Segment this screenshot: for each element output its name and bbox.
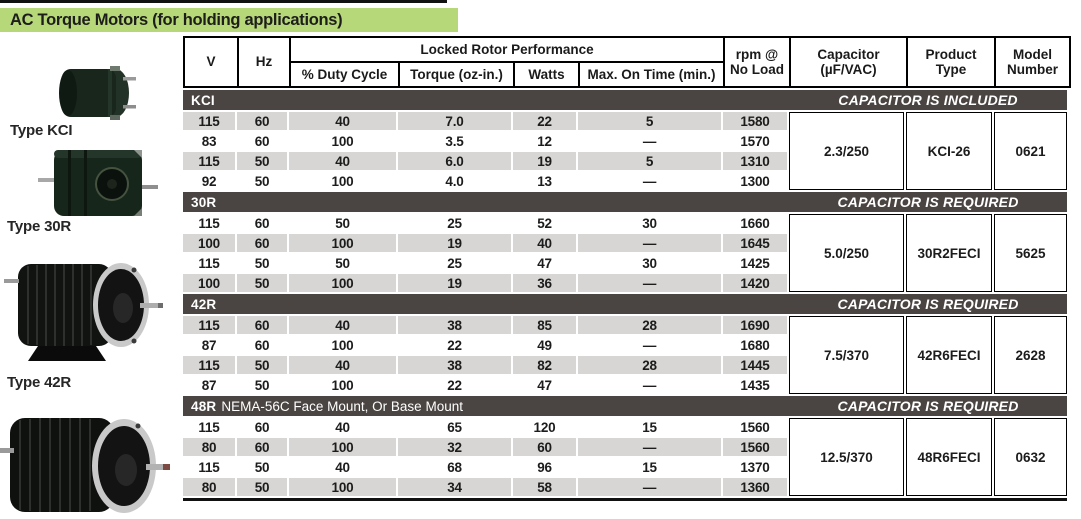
merged-product-type: 48R6FECI <box>906 418 992 496</box>
table-cell: 115 <box>183 214 235 232</box>
spec-table <box>183 36 1071 501</box>
table-cell: 28 <box>578 356 721 374</box>
table-cell: 40 <box>289 316 396 334</box>
merged-capacitor-value: 5.0/250 <box>789 214 904 292</box>
table-cell: 1645 <box>723 234 787 252</box>
table-cell: — <box>578 172 721 190</box>
table-bottom-rule <box>183 498 1067 501</box>
table-cell: — <box>578 274 721 292</box>
table-cell: 40 <box>289 458 396 476</box>
table-cell: 60 <box>237 132 287 150</box>
table-cell: 60 <box>237 438 287 456</box>
motor-image-48r <box>0 410 172 519</box>
table-cell: 19 <box>398 274 511 292</box>
motor-image-30r <box>38 144 158 227</box>
table-cell: 100 <box>289 172 396 190</box>
table-cell: 1425 <box>723 254 787 272</box>
table-cell: 1360 <box>723 478 787 496</box>
table-cell: 4.0 <box>398 172 511 190</box>
table-cell: 60 <box>237 112 287 130</box>
table-cell: 100 <box>289 132 396 150</box>
table-cell: 13 <box>513 172 576 190</box>
table-cell: 120 <box>513 418 576 436</box>
table-cell: 32 <box>398 438 511 456</box>
table-cell: 115 <box>183 316 235 334</box>
table-cell: 100 <box>289 438 396 456</box>
table-cell: 50 <box>237 458 287 476</box>
table-cell: 25 <box>398 214 511 232</box>
table-cell: 47 <box>513 376 576 394</box>
table-cell: 100 <box>289 376 396 394</box>
table-cell: 60 <box>237 418 287 436</box>
table-cell: 92 <box>183 172 235 190</box>
table-cell: 60 <box>237 214 287 232</box>
table-cell: — <box>578 438 721 456</box>
table-cell: 7.0 <box>398 112 511 130</box>
table-cell: 100 <box>289 274 396 292</box>
motor-type-label-kci: Type KCI <box>10 122 73 139</box>
table-cell: 40 <box>289 152 396 170</box>
table-cell: 115 <box>183 152 235 170</box>
table-cell: 96 <box>513 458 576 476</box>
header-rpm-no-load: rpm @ No Load <box>725 38 789 86</box>
table-cell: 80 <box>183 478 235 496</box>
table-cell: 6.0 <box>398 152 511 170</box>
section-rows <box>183 214 1067 292</box>
table-cell: 100 <box>289 234 396 252</box>
table-cell: 40 <box>513 234 576 252</box>
table-cell: 60 <box>237 316 287 334</box>
table-cell: 15 <box>578 458 721 476</box>
table-cell: 22 <box>398 376 511 394</box>
table-cell: — <box>578 376 721 394</box>
table-cell: 38 <box>398 316 511 334</box>
section-title: 30R <box>191 194 217 210</box>
header-capacitor: Capacitor (µF/VAC) <box>791 38 906 86</box>
table-cell: 50 <box>289 214 396 232</box>
table-cell: 50 <box>237 254 287 272</box>
section-title: 42R <box>191 296 217 312</box>
table-cell: 65 <box>398 418 511 436</box>
table-cell: 1660 <box>723 214 787 232</box>
table-cell: 50 <box>289 254 396 272</box>
header-volts: V <box>185 38 237 86</box>
table-cell: 1580 <box>723 112 787 130</box>
table-cell: 68 <box>398 458 511 476</box>
table-cell: 1560 <box>723 418 787 436</box>
table-cell: 5 <box>578 152 721 170</box>
table-cell: 25 <box>398 254 511 272</box>
section-rows <box>183 316 1067 394</box>
section-title: KCI <box>191 92 215 108</box>
table-cell: 1690 <box>723 316 787 334</box>
merged-model-number: 0632 <box>994 418 1067 496</box>
table-body <box>183 90 1071 496</box>
table-cell: 1300 <box>723 172 787 190</box>
table-cell: 22 <box>398 336 511 354</box>
table-cell: 1570 <box>723 132 787 150</box>
table-cell: 50 <box>237 356 287 374</box>
title-bar <box>0 8 458 32</box>
table-cell: 30 <box>578 254 721 272</box>
merged-model-number: 5625 <box>994 214 1067 292</box>
section-title: 48R <box>191 398 217 414</box>
motor-type-label-42r: Type 42R <box>7 374 71 391</box>
table-cell: 40 <box>289 418 396 436</box>
capacitor-note: CAPACITOR IS INCLUDED <box>838 92 1018 108</box>
table-cell: 60 <box>513 438 576 456</box>
merged-model-number: 2628 <box>994 316 1067 394</box>
table-cell: 52 <box>513 214 576 232</box>
table-cell: 28 <box>578 316 721 334</box>
table-header <box>183 36 1071 88</box>
header-torque: Torque (oz-in.) <box>400 63 513 86</box>
table-cell: — <box>578 478 721 496</box>
table-cell: 1420 <box>723 274 787 292</box>
table-cell: 30 <box>578 214 721 232</box>
table-cell: 36 <box>513 274 576 292</box>
table-cell: 100 <box>289 478 396 496</box>
section-rows <box>183 112 1067 190</box>
table-cell: 40 <box>289 356 396 374</box>
table-cell: 1560 <box>723 438 787 456</box>
section-rows <box>183 418 1067 496</box>
table-cell: 50 <box>237 274 287 292</box>
section-band-42r <box>183 294 1067 314</box>
table-cell: 58 <box>513 478 576 496</box>
merged-product-type: 30R2FECI <box>906 214 992 292</box>
table-cell: 34 <box>398 478 511 496</box>
table-cell: 1310 <box>723 152 787 170</box>
capacitor-note: CAPACITOR IS REQUIRED <box>837 398 1019 414</box>
table-cell: 60 <box>237 336 287 354</box>
table-cell: 22 <box>513 112 576 130</box>
table-cell: 1370 <box>723 458 787 476</box>
table-cell: 87 <box>183 336 235 354</box>
page-title: AC Torque Motors (for holding applications) <box>10 10 343 29</box>
table-cell: 1435 <box>723 376 787 394</box>
page-top-rule <box>0 0 447 3</box>
motor-image-kci <box>50 64 140 127</box>
table-cell: 12 <box>513 132 576 150</box>
merged-capacitor-value: 12.5/370 <box>789 418 904 496</box>
table-cell: 38 <box>398 356 511 374</box>
table-cell: 83 <box>183 132 235 150</box>
header-watts: Watts <box>515 63 578 86</box>
header-model-number: Model Number <box>996 38 1069 86</box>
table-cell: 40 <box>289 112 396 130</box>
table-cell: 60 <box>237 234 287 252</box>
table-cell: 5 <box>578 112 721 130</box>
table-cell: 47 <box>513 254 576 272</box>
table-cell: 115 <box>183 418 235 436</box>
table-cell: 80 <box>183 438 235 456</box>
table-cell: 49 <box>513 336 576 354</box>
table-cell: 115 <box>183 112 235 130</box>
capacitor-note: CAPACITOR IS REQUIRED <box>837 296 1019 312</box>
merged-product-type: 42R6FECI <box>906 316 992 394</box>
table-cell: 1680 <box>723 336 787 354</box>
table-cell: — <box>578 336 721 354</box>
table-cell: 15 <box>578 418 721 436</box>
motor-type-label-30r: Type 30R <box>7 218 71 235</box>
merged-product-type: KCI-26 <box>906 112 992 190</box>
table-cell: 50 <box>237 152 287 170</box>
table-cell: 19 <box>513 152 576 170</box>
table-cell: 85 <box>513 316 576 334</box>
table-cell: 19 <box>398 234 511 252</box>
capacitor-note: CAPACITOR IS REQUIRED <box>837 194 1019 210</box>
motor-image-42r <box>4 254 164 377</box>
merged-capacitor-value: 7.5/370 <box>789 316 904 394</box>
table-cell: 115 <box>183 458 235 476</box>
table-cell: 50 <box>237 478 287 496</box>
table-cell: 1445 <box>723 356 787 374</box>
section-band-kci <box>183 90 1067 110</box>
table-cell: 87 <box>183 376 235 394</box>
header-hz: Hz <box>239 38 289 86</box>
section-band-48r <box>183 396 1067 416</box>
table-cell: 100 <box>289 336 396 354</box>
merged-model-number: 0621 <box>994 112 1067 190</box>
header-product-type: Product Type <box>908 38 994 86</box>
table-cell: 50 <box>237 172 287 190</box>
table-cell: 100 <box>183 274 235 292</box>
table-cell: 115 <box>183 356 235 374</box>
table-cell: 115 <box>183 254 235 272</box>
merged-capacitor-value: 2.3/250 <box>789 112 904 190</box>
table-cell: — <box>578 132 721 150</box>
table-cell: 3.5 <box>398 132 511 150</box>
header-max-on-time: Max. On Time (min.) <box>580 63 723 86</box>
table-cell: 100 <box>183 234 235 252</box>
table-cell: 50 <box>237 376 287 394</box>
section-subtitle: NEMA-56C Face Mount, Or Base Mount <box>221 398 463 414</box>
section-band-30r <box>183 192 1067 212</box>
table-cell: — <box>578 234 721 252</box>
header-duty-cycle: % Duty Cycle <box>291 63 398 86</box>
table-cell: 82 <box>513 356 576 374</box>
header-locked-rotor: Locked Rotor Performance <box>291 38 723 61</box>
